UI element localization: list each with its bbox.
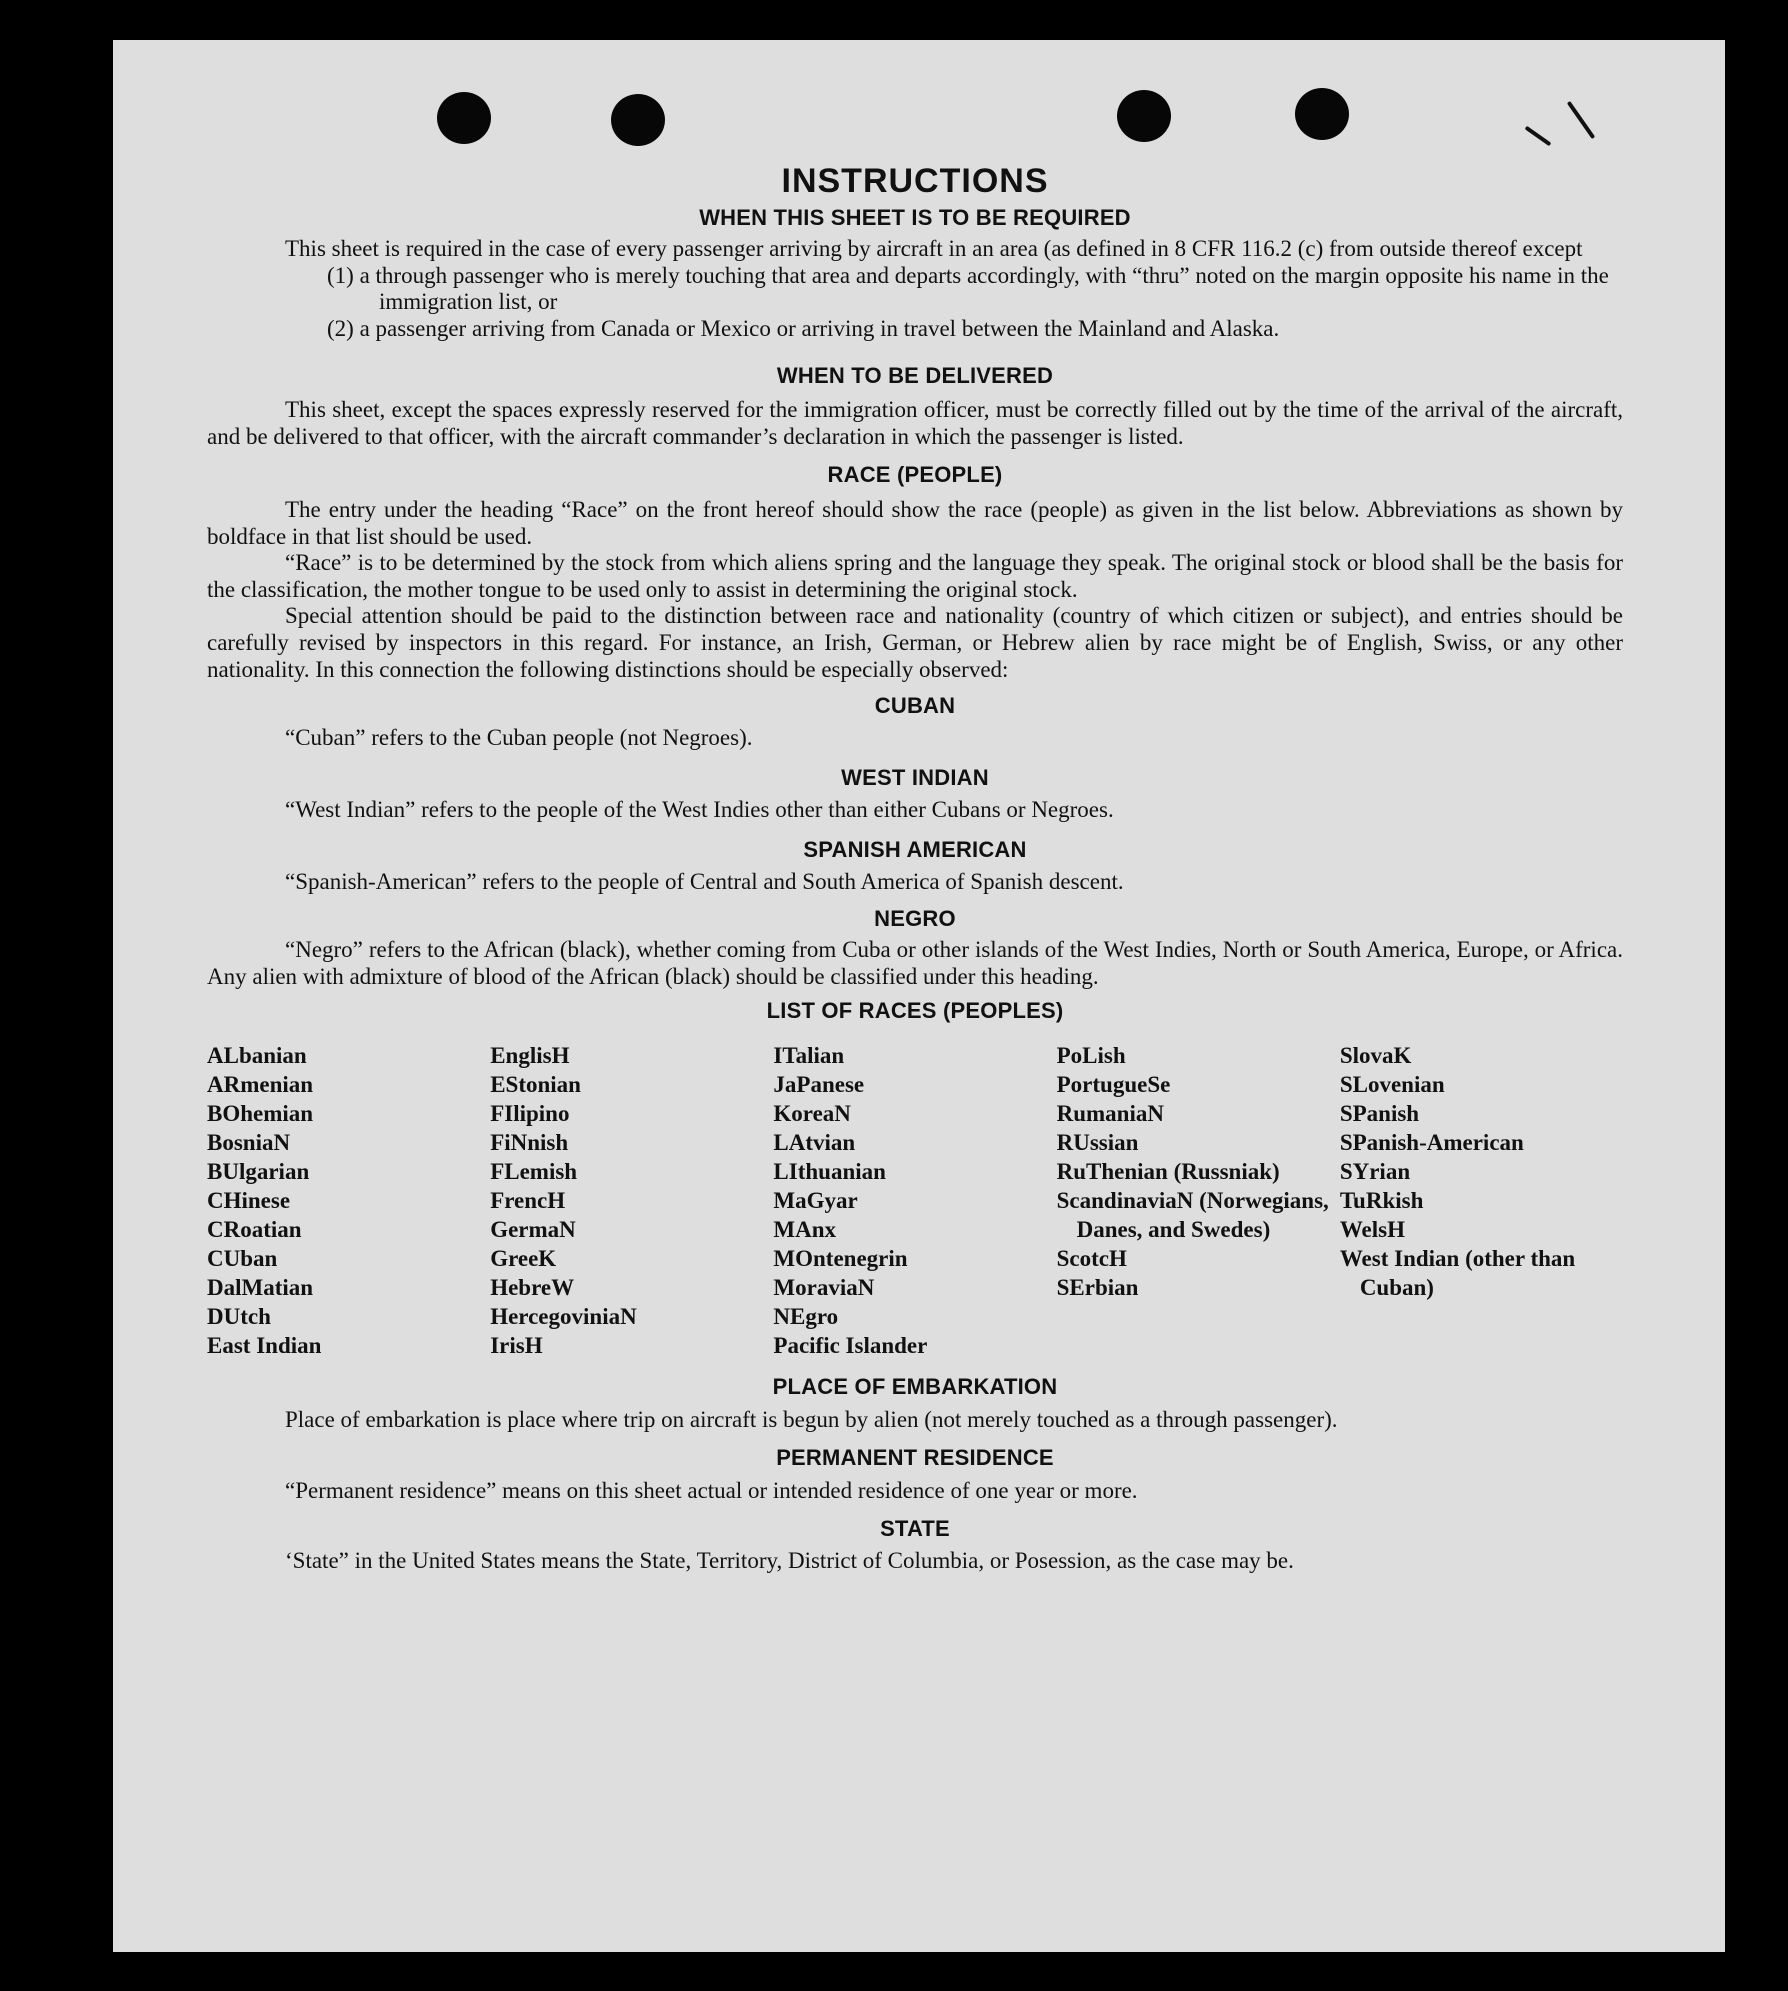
race-item: SPanish-American: [1339, 1130, 1524, 1156]
punch-hole: [1117, 90, 1171, 142]
race-item: GermaN: [490, 1217, 576, 1243]
required-item-1: (1) a through passenger who is merely touching that area and departs accordingly, with “thru” noted on the margin opposite his name in the immigration list, or: [327, 262, 1609, 315]
section-heading-embarkation: PLACE OF EMBARKATION: [772, 1374, 1058, 1400]
race-column: [1340, 1041, 1623, 1360]
embarkation-text: Place of embarkation is place where trip on aircraft is begun by alien (not merely touched as a through passenger).: [285, 1406, 1338, 1432]
race-item: FLemish: [490, 1159, 578, 1185]
race-item: PoLish: [1056, 1043, 1126, 1069]
race-item: LAtvian: [773, 1130, 856, 1156]
race-item: HercegoviniaN: [490, 1304, 637, 1330]
race-column: [773, 1041, 1056, 1360]
section-heading-west-indian: WEST INDIAN: [841, 765, 989, 791]
section-heading-required: WHEN THIS SHEET IS TO BE REQUIRED: [699, 204, 1131, 230]
race-item: MaGyar: [773, 1188, 858, 1214]
section-heading-race: RACE (PEOPLE): [827, 462, 1003, 488]
race-column: [1057, 1041, 1340, 1360]
race-item: SPanish: [1339, 1101, 1420, 1127]
race-item: WelsH: [1339, 1217, 1405, 1243]
race-item: EStonian: [490, 1072, 581, 1098]
race-item: RUssian: [1056, 1130, 1139, 1156]
punch-hole: [611, 94, 665, 146]
race-item: ScotcH: [1056, 1246, 1127, 1272]
race-paragraph-1: The entry under the heading “Race” on the front hereof should show the race (people) as given in the list below. Abbreviations as shown by boldface in that list should be used.: [207, 496, 1623, 549]
race-item: ARmenian: [207, 1072, 314, 1098]
race-item: BUlgarian: [207, 1159, 310, 1185]
race-item: RumaniaN: [1056, 1101, 1164, 1127]
race-item: LIthuanian: [773, 1159, 886, 1185]
race-item: PortugueSe: [1056, 1072, 1171, 1098]
race-item: ALbanian: [207, 1043, 307, 1069]
race-item: MOntenegrin: [773, 1246, 908, 1272]
race-item: BosniaN: [207, 1130, 291, 1156]
race-list: [207, 1041, 1623, 1360]
document-sheet: [113, 40, 1725, 1952]
race-paragraph-3: Special attention should be paid to the distinction between race and nationality (country of which citizen or subject), and entries should be carefully revised by inspectors in this regard. For instance, an Irish, German, or Hebrew alien by race might be of English, Swiss, or any other nationality. In this connection the following distinctions should be especially observed:: [207, 603, 1623, 682]
west-indian-text: “West Indian” refers to the people of the West Indies other than either Cubans or Negroes.: [285, 796, 1114, 822]
race-item: TuRkish: [1339, 1188, 1424, 1214]
race-item: Pacific Islander: [773, 1333, 928, 1359]
race-item: FIlipino: [490, 1101, 570, 1127]
race-item: NEgro: [773, 1304, 839, 1330]
section-heading-residence: PERMANENT RESIDENCE: [776, 1445, 1054, 1471]
race-item: GreeK: [490, 1246, 557, 1272]
page-title: INSTRUCTIONS: [781, 162, 1049, 200]
race-item: DalMatian: [207, 1275, 314, 1301]
section-heading-delivered: WHEN TO BE DELIVERED: [776, 362, 1054, 388]
race-item: BOhemian: [207, 1101, 314, 1127]
race-item: ITalian: [773, 1043, 845, 1069]
pen-mark: [1525, 126, 1552, 146]
residence-text: “Permanent residence” means on this sheet actual or intended residence of one year or more.: [285, 1477, 1138, 1503]
race-item: SErbian: [1056, 1275, 1139, 1301]
cuban-text: “Cuban” refers to the Cuban people (not Negroes).: [285, 724, 753, 750]
race-item: CHinese: [207, 1188, 291, 1214]
state-text: ‘State” in the United States means the State, Territory, District of Columbia, or Posession, as the case may be.: [285, 1548, 1294, 1573]
race-item: DUtch: [207, 1304, 271, 1330]
race-item: ScandinaviaN (Norwegians, Danes, and Swedes): [1056, 1188, 1329, 1243]
race-item: CRoatian: [207, 1217, 302, 1243]
race-item: MAnx: [773, 1217, 837, 1243]
race-item: SLovenian: [1339, 1072, 1445, 1098]
race-column: [490, 1041, 773, 1360]
race-item: West Indian (other than Cuban): [1339, 1246, 1576, 1301]
punch-hole: [1295, 88, 1349, 140]
negro-text: “Negro” refers to the African (black), whether coming from Cuba or other islands of the West Indies, North or South America, Europe, or Africa. Any alien with admixture of blood of the African (black) should be classified under this heading.: [207, 937, 1623, 989]
race-item: KoreaN: [773, 1101, 851, 1127]
race-item: East Indian: [207, 1333, 322, 1359]
section-heading-state: STATE: [880, 1516, 950, 1542]
race-item: SlovaK: [1339, 1043, 1412, 1069]
section-heading-cuban: CUBAN: [874, 693, 956, 719]
race-item: CUban: [207, 1246, 278, 1272]
section-heading-negro: NEGRO: [874, 905, 956, 931]
spanish-american-text: “Spanish-American” refers to the people of Central and South America of Spanish descent.: [285, 869, 1124, 895]
race-item: HebreW: [490, 1275, 575, 1301]
race-paragraph-2: “Race” is to be determined by the stock from which aliens spring and the language they speak. The original stock or blood shall be the basis for the classification, the mother tongue to be used only to assist in determining the original stock.: [207, 550, 1623, 602]
punch-hole: [437, 92, 491, 144]
required-item-2: (2) a passenger arriving from Canada or Mexico or arriving in travel between the Mainland and Alaska.: [327, 315, 1280, 341]
pen-mark: [1567, 101, 1596, 139]
delivered-text: This sheet, except the spaces expressly reserved for the immigration officer, must be correctly filled out by the time of the arrival of the aircraft, and be delivered to that officer, with the aircraft commander’s declaration in which the passenger is listed.: [207, 397, 1623, 449]
race-item: IrisH: [490, 1333, 543, 1359]
section-heading-spanish-american: SPANISH AMERICAN: [803, 837, 1027, 863]
required-intro: This sheet is required in the case of every passenger arriving by aircraft in an area (as defined in 8 CFR 116.2 (c) from outside thereof except: [285, 236, 1583, 262]
race-item: FrencH: [490, 1188, 566, 1214]
race-item: EnglisH: [490, 1043, 570, 1069]
race-item: RuThenian (Russniak): [1056, 1159, 1280, 1185]
document-body: [207, 162, 1623, 1575]
race-item: SYrian: [1339, 1159, 1411, 1185]
race-item: FiNnish: [490, 1130, 569, 1156]
race-item: MoraviaN: [773, 1275, 875, 1301]
race-item: JaPanese: [773, 1072, 865, 1098]
section-heading-list: LIST OF RACES (PEOPLES): [766, 998, 1064, 1024]
race-column: [207, 1041, 490, 1360]
